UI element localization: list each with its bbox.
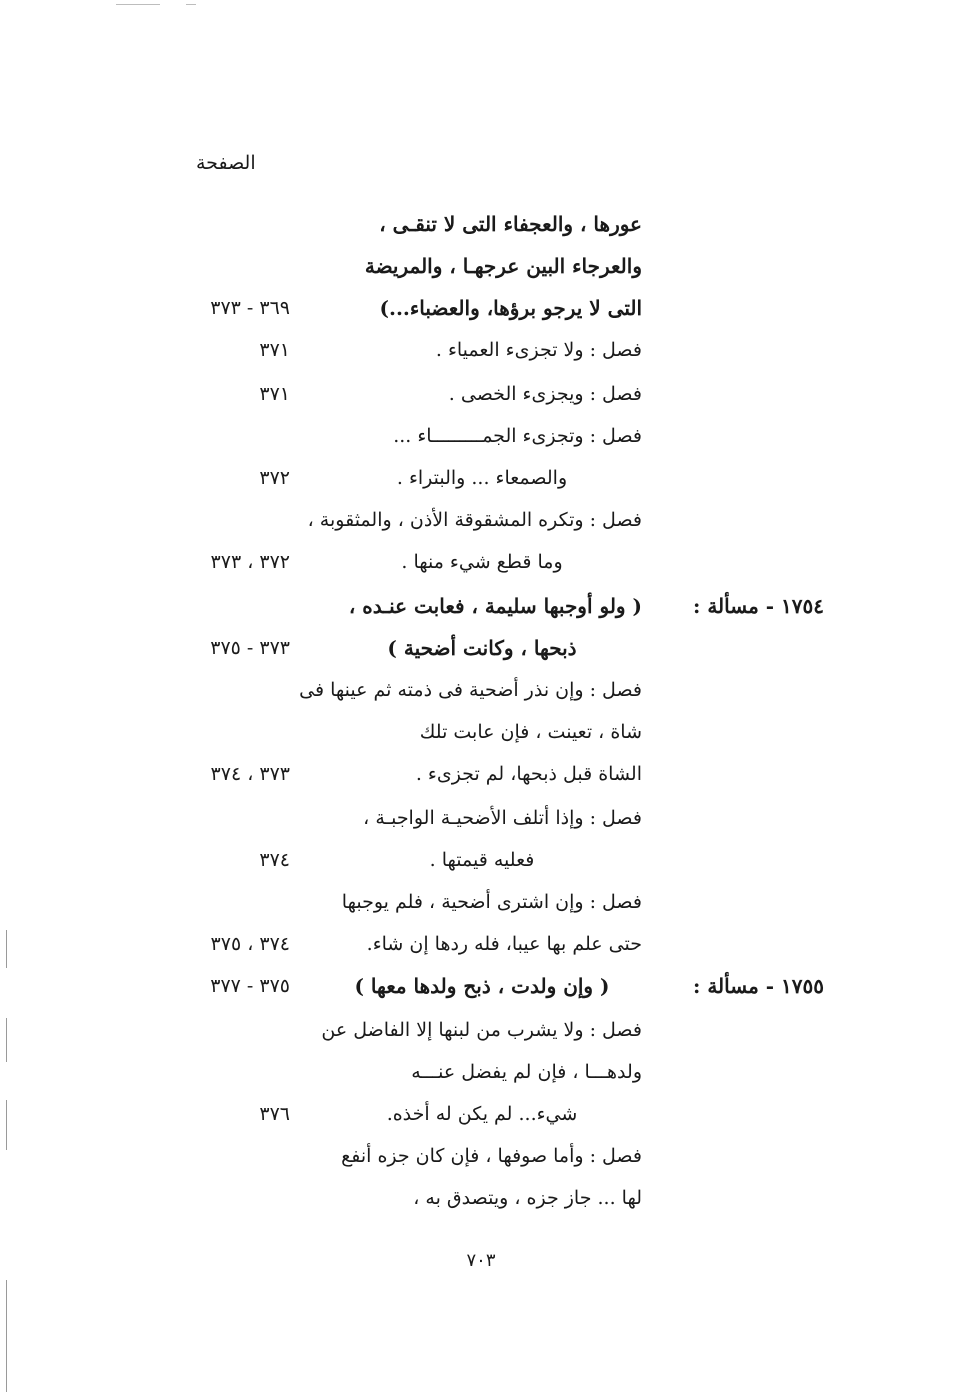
entry-text: فصل : ولا يشرب من لبنها إلا الفاضل عن (321, 1019, 642, 1041)
index-entry-row (0, 330, 962, 370)
index-entry-row (0, 924, 962, 964)
index-entry-row (0, 670, 962, 710)
entry-text: فصل : وإن اشترى أضحية ، فلم يوجبها (341, 891, 642, 913)
index-entry-row (0, 1178, 962, 1218)
index-entry-row (0, 1010, 962, 1050)
entry-page-range: ٣٧١ (259, 383, 290, 405)
entry-page-range: ٣٧٣ - ٣٧٥ (210, 637, 290, 659)
entry-text: الشاة قبل ذبحها، لم تجزىء . (415, 763, 642, 785)
top-rule (186, 4, 196, 5)
entry-text: فصل : ويجزىء الخصى . (448, 383, 642, 405)
entry-page-range: ٣٧٢ ، ٣٧٣ (210, 551, 290, 573)
entry-page-range: ٣٧٤ (259, 849, 290, 871)
page-number: ٧٠٣ (466, 1250, 496, 1271)
top-rule (116, 4, 160, 5)
index-entry-row (0, 288, 962, 328)
margin-rule (6, 1280, 7, 1392)
entry-text: لها ... جاز جزه ، ويتصدق به ، (413, 1187, 642, 1209)
index-entry-row (0, 246, 962, 286)
index-entry-row (0, 374, 962, 414)
entry-text: شاة ، تعينت ، فإن عابت تلك (419, 721, 642, 743)
entry-text: فصل : وتكره المشقوقة الأذن ، والمثقوبة ، (307, 509, 642, 531)
entry-text: فصل : وأما صوفها ، فإن كان جزه أنفع (341, 1145, 642, 1167)
entry-text: فصل : وإذا أتلف الأضحيـة الواجبـة ، (363, 807, 642, 829)
entry-page-range: ٣٦٩ - ٣٧٣ (210, 297, 290, 319)
index-entry-row (0, 798, 962, 838)
entry-page-range: ٣٧٢ (259, 467, 290, 489)
entry-text: والصمعاء ... والبتراء . (396, 467, 568, 489)
page-column-heading: الصفحة (196, 152, 256, 174)
entry-page-range: ٣٧٤ ، ٣٧٥ (210, 933, 290, 955)
entry-text: فصل : وتجزىء الجمـــــــــاء ... (393, 425, 642, 447)
index-entry-row (0, 500, 962, 540)
index-entry-row (0, 586, 962, 626)
question-number: ١٧٥٥ - مسألة : (692, 974, 824, 998)
entry-text: فصل : وإن نذر أضحية فى ذمته ثم عينها فى (299, 679, 642, 701)
entry-text: التى لا يرجو برؤها، والعضباء...) (379, 296, 642, 320)
entry-text: وما قطع شيء منها . (401, 551, 563, 573)
entry-text: فصل : ولا تجزىء العمياء . (435, 339, 642, 361)
index-entry-row (0, 754, 962, 794)
entry-text: والعرجاء البين عرجهـا ، والمريضة (364, 254, 642, 278)
entry-text: ( ولو أوجبها سليمة ، فعابت عنـده ، (348, 594, 642, 618)
entry-text: ذبحها ، وكانت أضحية ) (387, 636, 577, 660)
index-entry-row (0, 966, 962, 1006)
index-entry-row (0, 1094, 962, 1134)
entry-text: ولدهـــا ، فإن لم يفضل عنـــه (411, 1061, 642, 1083)
index-entry-row (0, 1136, 962, 1176)
index-entry-row (0, 882, 962, 922)
index-entry-row (0, 840, 962, 880)
entry-page-range: ٣٧٦ (259, 1103, 290, 1125)
index-entry-row (0, 416, 962, 456)
entry-text: ( وإن ولدت ، ذبح ولدها معها ) (354, 974, 610, 998)
index-entry-row (0, 204, 962, 244)
question-number: ١٧٥٤ - مسألة : (692, 594, 824, 618)
entry-page-range: ٣٧٥ - ٣٧٧ (210, 975, 290, 997)
index-entry-row (0, 1052, 962, 1092)
entry-text: عورها ، والعجفاء التى لا تنقـى ، (379, 212, 642, 236)
index-entry-row (0, 712, 962, 752)
entry-page-range: ٣٧٣ ، ٣٧٤ (210, 763, 290, 785)
entry-text: شيء... لم يكن له أخذه. (386, 1103, 578, 1125)
entry-page-range: ٣٧١ (259, 339, 290, 361)
index-entry-row (0, 458, 962, 498)
index-entry-row (0, 542, 962, 582)
entry-text: حتى علم بها عيبا، فله ردها إن شاء. (366, 933, 642, 955)
index-entry-row (0, 628, 962, 668)
entry-text: فعليه قيمتها . (429, 849, 535, 871)
